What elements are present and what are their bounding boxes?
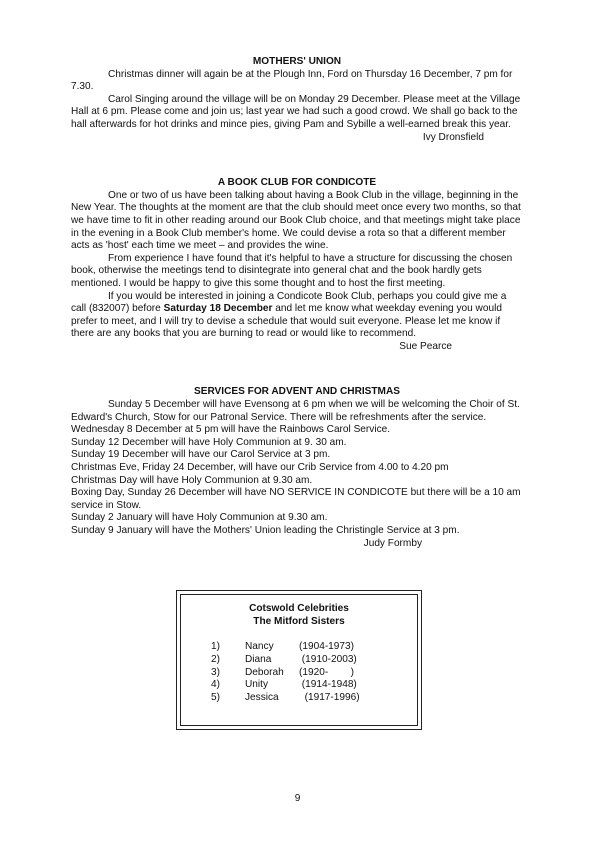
service-line: Sunday 2 January will have Holy Communion at 9.30 am. [71,512,328,524]
newsletter-page [71,56,523,550]
service-line: Christmas Day will have Holy Communion at 9.30 am. [71,474,313,486]
list-number: 1) [211,641,220,652]
list-item [211,667,411,680]
signature: Sue Pearce [399,340,452,352]
list-item [211,679,411,692]
sister-name: Jessica [245,692,279,704]
service-line: Sunday 12 December will have Holy Communion at 9. 30 am. [71,436,347,448]
mothers-union-section [71,56,523,144]
service-line: Sunday 9 January will have the Mothers' Union leading the Christingle Service at 3 pm. [71,525,460,536]
section-heading: SERVICES FOR ADVENT AND CHRISTMAS [193,386,400,398]
paragraph: Sunday 5 December will have Evensong at 6 pm when we will be welcoming the Choir of St. Edward's Church, Stow for our Patronal Service. There will be refreshments after the service. [71,399,520,423]
box-inner-border [180,594,418,726]
service-line: Sunday 19 December will have our Carol Service at 3 pm. [71,449,331,461]
sister-years: (1914-1948) [299,679,357,691]
service-line: Boxing Day, Sunday 26 December will have NO SERVICE IN CONDICOTE but there will be a 10 am service in Stow. [71,487,521,511]
sister-years: (1917-1996) [299,692,360,704]
paragraph: One or two of us have been talking about having a Book Club in the village, beginning in the New Year. The thoughts at the moment are that the club should meet once every two months, so that we have time to fit in other reading around our Book Club choice, and that meetings might take place in the evening in a Book Club member's home. We could devise a rota so that a different member acts as 'host' each time we meet – and provides the wine. [71,189,521,252]
list-item [211,692,411,705]
spacer [71,353,523,386]
sister-years: (1920- ) [299,666,354,678]
list-number: 2) [211,653,220,665]
paragraph: Carol Singing around the village will be on Monday 29 December. Please meet at the Village Hall at 6 pm. Please come and join us; last year we had such a good crowd. We shall go back to the hall afterwards for hot drinks and mince pies, giving Pam and Sybille a well-earned break this year. [71,93,521,130]
services-section [71,386,523,550]
sister-years: (1910-2003) [299,653,357,665]
signature: Judy Formby [363,537,422,549]
list-item [211,654,411,667]
section-heading: MOTHERS' UNION [252,56,342,67]
box-subtitle: The Mitford Sisters [253,616,345,627]
sisters-list [211,641,411,705]
text-run: and let me know what weekday evening you would prefer to meet, and I will try to devise a schedule that would suit everyone. Please let me know if there are any books that you are burning to read or would like to recommend. [71,303,502,340]
list-item [211,641,411,654]
paragraph: From experience I have found that it's helpful to have a structure for discussing the chosen book, otherwise the meetings tend to disintegrate into general chat and the book hardly gets mentioned. I would be happy to give this some thought and to host the first meeting. [71,252,513,289]
spacer [71,144,523,177]
service-line: Christmas Eve, Friday 24 December, will have our Crib Service from 4.00 to 4.20 pm [71,462,449,474]
bold-date: Saturday 18 December [163,303,273,315]
sister-name: Deborah [245,666,284,678]
page-number: 9 [294,793,301,804]
list-number: 4) [211,679,220,691]
signature: Ivy Dronsfield [422,131,484,143]
celebrities-box [176,590,422,730]
service-line: Wednesday 8 December at 5 pm will have the Rainbows Carol Service. [71,424,391,436]
text-run: If you would be interested in joining a Condicote Book Club, perhaps you could give me a call (832007) before [71,290,507,315]
sister-name: Nancy [245,641,274,652]
sister-name: Diana [245,653,272,665]
paragraph [71,291,523,341]
section-heading: A BOOK CLUB FOR CONDICOTE [217,177,377,189]
sister-years: (1904-1973) [299,641,354,652]
paragraph: Christmas dinner will again be at the Plough Inn, Ford on Thursday 16 December, 7 pm for 7.30. [71,68,513,93]
list-number: 5) [211,692,220,704]
box-title: Cotswold Celebrities [249,603,349,614]
list-number: 3) [211,666,220,678]
sister-name: Unity [245,679,268,691]
book-club-section [71,177,523,353]
